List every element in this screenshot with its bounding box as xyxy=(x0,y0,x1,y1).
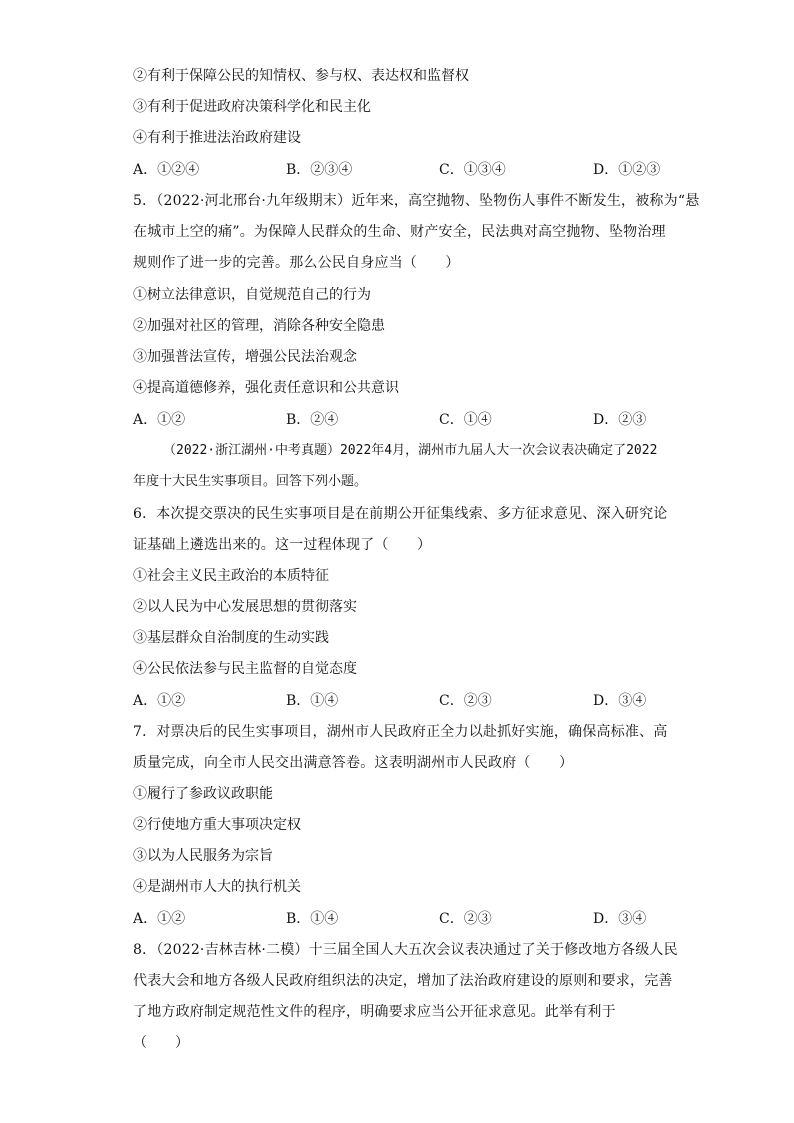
q5-choice-1: ①树立法律意识，自觉规范自己的行为 xyxy=(133,287,371,303)
q7-option-c[interactable]: C．②③ xyxy=(439,911,492,927)
q4-option-a[interactable]: A．①②④ xyxy=(133,162,200,178)
q5-choice-2: ②加强对社区的管理，消除各种安全隐患 xyxy=(133,318,385,334)
q7-option-a[interactable]: A．①② xyxy=(133,911,186,927)
q4-options xyxy=(133,159,663,179)
q8-stem-line-2: 代表大会和地方各级人民政府组织法的决定，增加了法治政府建设的原则和要求，完善 xyxy=(133,973,673,989)
q5-option-b[interactable]: B．②④ xyxy=(286,412,339,428)
q7-option-d[interactable]: D．③④ xyxy=(593,911,647,927)
q6-option-d[interactable]: D．③④ xyxy=(593,693,647,709)
q6-option-a[interactable]: A．①② xyxy=(133,693,186,709)
q4-choice-3: ③有利于促进政府决策科学化和民主化 xyxy=(133,99,371,115)
q6-choice-1: ①社会主义民主政治的本质特征 xyxy=(133,568,329,584)
q4-option-c[interactable]: C．①③④ xyxy=(439,162,506,178)
q5-choice-4: ④提高道德修养，强化责任意识和公共意识 xyxy=(133,380,399,396)
q7-choice-3: ③以为人民服务为宗旨 xyxy=(133,848,273,864)
q6-option-b[interactable]: B．①④ xyxy=(286,693,339,709)
q8-stem-line-4: （ ） xyxy=(133,1035,189,1051)
q7-choice-2: ②行使地方重大事项决定权 xyxy=(133,817,301,833)
q6-options xyxy=(133,690,663,710)
q7-stem-line-2: 质量完成，向全市人民交出满意答卷。这表明湖州市人民政府（ ） xyxy=(133,755,574,771)
q6-choice-4: ④公民依法参与民主监督的自觉态度 xyxy=(133,661,357,677)
q5-stem-line-1: 5．（2022·河北邢台·九年级期末）近年来，高空抛物、坠物伤人事件不断发生，被称为“悬 xyxy=(133,193,700,209)
q5-choice-3: ③加强普法宣传，增强公民法治观念 xyxy=(133,349,357,365)
q5-options xyxy=(133,409,663,429)
q7-choice-1: ①履行了参政议政职能 xyxy=(133,786,273,802)
material-line-1: （2022·浙江湖州·中考真题）2022年4月，湖州市九届人大一次会议表决确定了2022 xyxy=(163,443,658,458)
q8-stem-line-3: 了地方政府制定规范性文件的程序，明确要求应当公开征求意见。此举有利于 xyxy=(133,1004,616,1020)
q7-options xyxy=(133,908,663,928)
q5-option-c[interactable]: C．①④ xyxy=(439,412,492,428)
q7-stem-line-1: 7．对票决后的民生实事项目，湖州市人民政府正全力以赴抓好实施，确保高标准、高 xyxy=(133,724,668,740)
q7-option-b[interactable]: B．①④ xyxy=(286,911,339,927)
q4-option-d[interactable]: D．①②③ xyxy=(593,162,661,178)
q6-stem-line-1: 6．本次提交票决的民生实事项目是在前期公开征集线索、多方征求意见、深入研究论 xyxy=(133,506,668,522)
q4-choice-4: ④有利于推进法治政府建设 xyxy=(133,130,301,146)
q7-choice-4: ④是湖州市人大的执行机关 xyxy=(133,879,301,895)
q5-stem-line-3: 规则作了进一步的完善。那么公民自身应当（ ） xyxy=(133,255,460,271)
q4-choice-2: ②有利于保障公民的知情权、参与权、表达权和监督权 xyxy=(133,68,469,84)
material-line-2: 年度十大民生实事项目。回答下列小题。 xyxy=(133,474,368,489)
q5-stem-line-2: 在城市上空的痛”。为保障人民群众的生命、财产安全，民法典对高空抛物、坠物治理 xyxy=(133,224,666,240)
q4-option-b[interactable]: B．②③④ xyxy=(286,162,353,178)
q6-choice-2: ②以人民为中心发展思想的贯彻落实 xyxy=(133,599,357,615)
q6-stem-line-2: 证基础上遴选出来的。这一过程体现了（ ） xyxy=(133,537,432,553)
q6-option-c[interactable]: C．②③ xyxy=(439,693,492,709)
q6-choice-3: ③基层群众自治制度的生动实践 xyxy=(133,630,329,646)
q8-stem-line-1: 8．（2022·吉林吉林·二模）十三届全国人大五次会议表决通过了关于修改地方各级人民 xyxy=(133,942,678,958)
q5-option-a[interactable]: A．①② xyxy=(133,412,186,428)
q5-option-d[interactable]: D．②③ xyxy=(593,412,647,428)
